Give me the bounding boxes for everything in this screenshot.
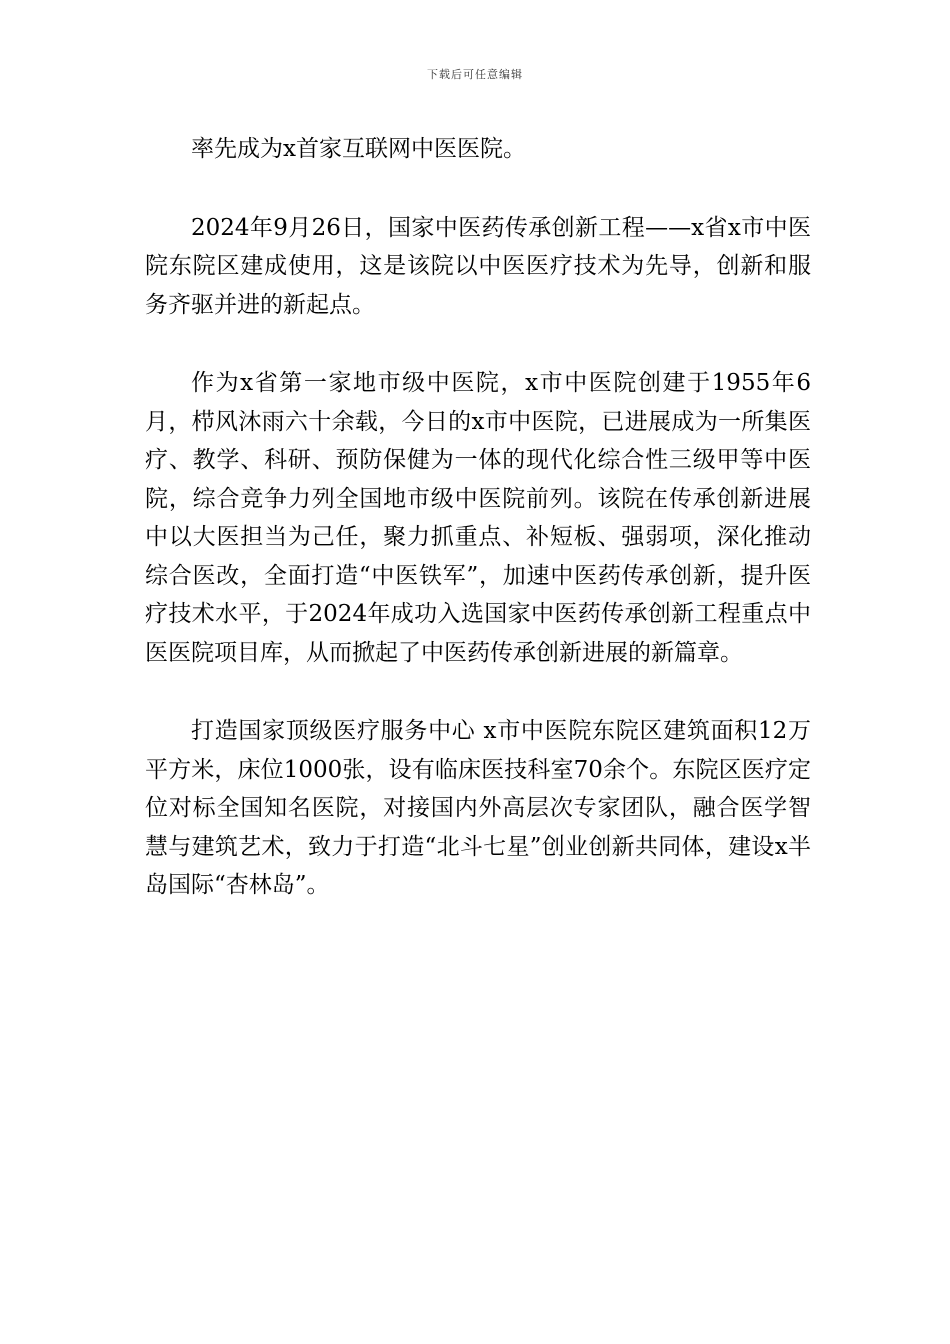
paragraph-2: 2024年9月26日，国家中医药传承创新工程——x省x市中医院东院区建成使用，这是该院以中医医疗技术为先导，创新和服务齐驱并进的新起点。 xyxy=(145,214,811,318)
page-header-note: 下载后可任意编辑 xyxy=(427,68,523,81)
document-body xyxy=(145,130,811,905)
paragraph-4: 打造国家顶级医疗服务中心 x市中医院东院区建筑面积12万平方米，床位1000张，设有临床医技科室70余个。东院区医疗定位对标全国知名医院，对接国内外高层次专家团队，融合医学智慧与建筑艺术，致力于打造“北斗七星”创业创新共同体，建设x半岛国际“杏林岛”。 xyxy=(145,718,811,898)
paragraph-1: 率先成为x首家互联网中医医院。 xyxy=(191,136,526,162)
paragraph-3: 作为x省第一家地市级中医院，x市中医院创建于1955年6月，栉风沐雨六十余载，今日的x市中医院，已进展成为一所集医疗、教学、科研、预防保健为一体的现代化综合性三级甲等中医院，综合竞争力列全国地市级中医院前列。该院在传承创新进展中以大医担当为己任，聚力抓重点、补短板、强弱项，深化推动综合医改，全面打造“中医铁军”，加速中医药传承创新，提升医疗技术水平，于2024年成功入选国家中医药传承创新工程重点中医医院项目库，从而掀起了中医药传承创新进展的新篇章。 xyxy=(145,370,811,666)
